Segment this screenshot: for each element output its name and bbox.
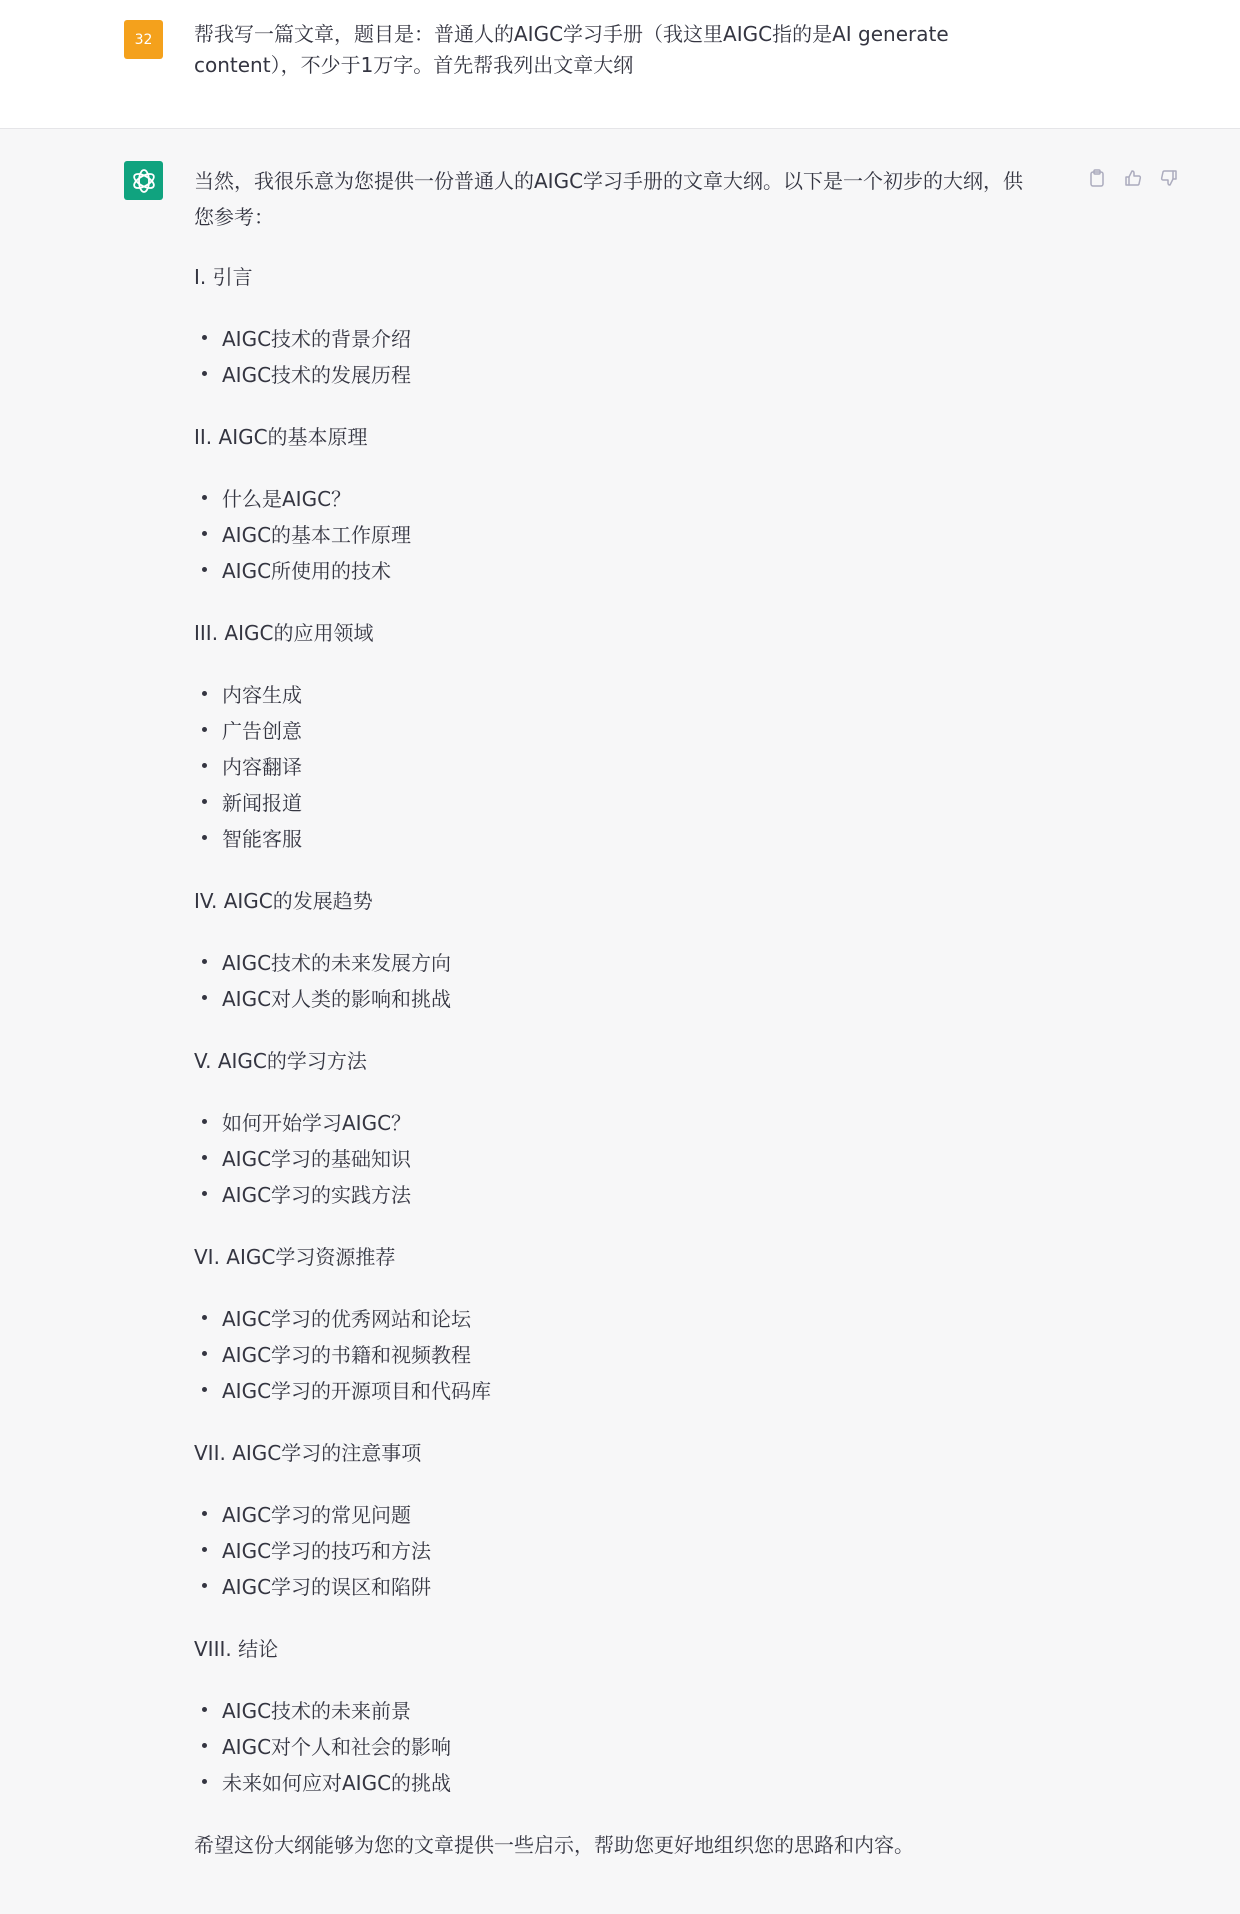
section-heading: VII. AIGC学习的注意事项 [194, 1441, 422, 1465]
list-item: 内容生成 [194, 677, 1034, 713]
list-item: 内容翻译 [194, 749, 1034, 785]
thumbs-down-button[interactable] [1156, 165, 1182, 191]
list-item: AIGC学习的基础知识 [194, 1141, 1034, 1177]
thumbs-up-icon [1123, 168, 1143, 188]
outline-section [194, 883, 1034, 1017]
section-heading: I. 引言 [194, 265, 253, 289]
list-item: AIGC学习的常见问题 [194, 1497, 1034, 1533]
section-list [194, 481, 1034, 589]
outline-section [194, 615, 1034, 857]
list-item: AIGC技术的发展历程 [194, 357, 1034, 393]
clipboard-icon [1087, 168, 1107, 188]
list-item: AIGC技术的背景介绍 [194, 321, 1034, 357]
outline-section [194, 1043, 1034, 1213]
assistant-message [0, 129, 1240, 1914]
list-item: AIGC学习的实践方法 [194, 1177, 1034, 1213]
list-item: 广告创意 [194, 713, 1034, 749]
list-item: AIGC所使用的技术 [194, 553, 1034, 589]
outline-section [194, 259, 1034, 393]
list-item: AIGC学习的书籍和视频教程 [194, 1337, 1034, 1373]
list-item: 新闻报道 [194, 785, 1034, 821]
section-list [194, 945, 1034, 1017]
list-item: AIGC学习的误区和陷阱 [194, 1569, 1034, 1605]
user-avatar-label: 32 [134, 31, 153, 48]
openai-logo-icon [130, 167, 158, 195]
section-heading: VI. AIGC学习资源推荐 [194, 1245, 396, 1269]
list-item: 什么是AIGC？ [194, 481, 1034, 517]
section-heading: V. AIGC的学习方法 [194, 1049, 367, 1073]
message-actions [1084, 165, 1192, 191]
section-list [194, 1693, 1034, 1801]
list-item: 如何开始学习AIGC？ [194, 1105, 1034, 1141]
list-item: AIGC技术的未来前景 [194, 1693, 1034, 1729]
user-avatar [124, 20, 163, 59]
thumbs-down-icon [1159, 168, 1179, 188]
list-item: 智能客服 [194, 821, 1034, 857]
outline-section [194, 419, 1034, 589]
list-item: AIGC对个人和社会的影响 [194, 1729, 1034, 1765]
outline-section [194, 1631, 1034, 1801]
section-heading: II. AIGC的基本原理 [194, 425, 368, 449]
assistant-message-body [194, 163, 1034, 1863]
outline-section [194, 1435, 1034, 1605]
assistant-avatar [124, 161, 163, 200]
list-item: AIGC技术的未来发展方向 [194, 945, 1034, 981]
list-item: AIGC学习的开源项目和代码库 [194, 1373, 1034, 1409]
section-list [194, 1301, 1034, 1409]
list-item: AIGC学习的技巧和方法 [194, 1533, 1034, 1569]
list-item: AIGC的基本工作原理 [194, 517, 1034, 553]
section-list [194, 321, 1034, 393]
answer-intro: 当然，我很乐意为您提供一份普通人的AIGC学习手册的文章大纲。以下是一个初步的大纲，供您参考： [194, 169, 1024, 229]
thumbs-up-button[interactable] [1120, 165, 1146, 191]
list-item: AIGC对人类的影响和挑战 [194, 981, 1034, 1017]
section-list [194, 1497, 1034, 1605]
user-message-text: 帮我写一篇文章，题目是：普通人的AIGC学习手册（我这里AIGC指的是AI generate content），不少于1万字。首先帮我列出文章大纲 [194, 22, 949, 77]
copy-button[interactable] [1084, 165, 1110, 191]
answer-outro: 希望这份大纲能够为您的文章提供一些启示，帮助您更好地组织您的思路和内容。 [194, 1833, 914, 1857]
list-item: AIGC学习的优秀网站和论坛 [194, 1301, 1034, 1337]
section-heading: VIII. 结论 [194, 1637, 279, 1661]
outline-section [194, 1239, 1034, 1409]
section-heading: IV. AIGC的发展趋势 [194, 889, 373, 913]
section-list [194, 677, 1034, 857]
section-heading: III. AIGC的应用领域 [194, 621, 374, 645]
user-message [0, 0, 1240, 129]
section-list [194, 1105, 1034, 1213]
list-item: 未来如何应对AIGC的挑战 [194, 1765, 1034, 1801]
